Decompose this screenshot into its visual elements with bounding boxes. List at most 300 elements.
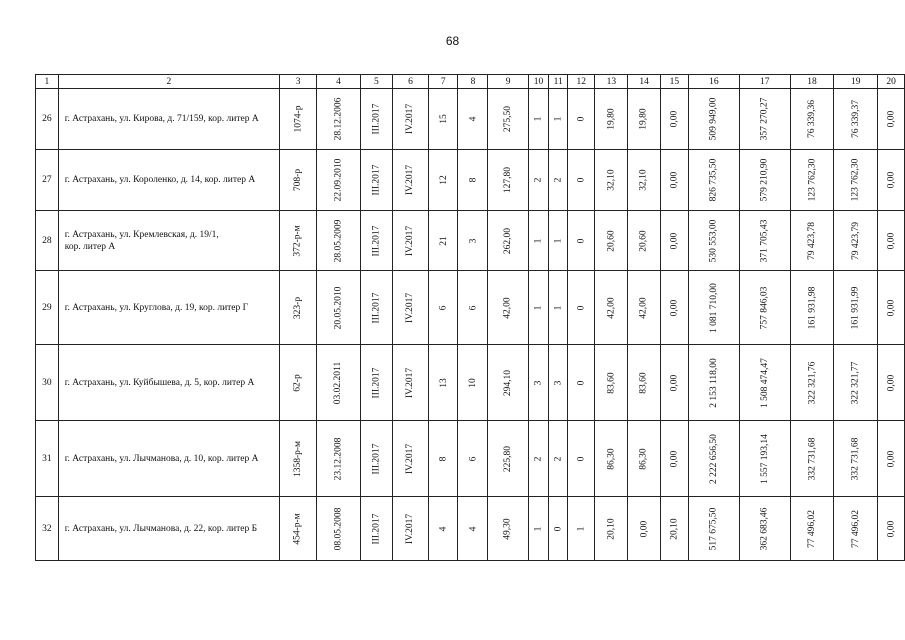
- header-cell: 20: [878, 75, 905, 89]
- rotated-value: 20,60: [639, 229, 650, 252]
- rotated-value: 8: [438, 456, 449, 461]
- rotated-value: 0,00: [886, 171, 897, 189]
- cell-col-19: [834, 150, 878, 211]
- rotated-value: 161 931,99: [850, 286, 861, 329]
- cell-col-5: [360, 421, 392, 497]
- rotated-value: 20,60: [606, 229, 617, 252]
- cell-col-17: [739, 271, 790, 345]
- header-cell: 17: [739, 75, 790, 89]
- cell-col-6: [392, 211, 428, 271]
- rotated-value: 0,00: [886, 110, 897, 128]
- rotated-value: 323-р: [293, 296, 304, 319]
- cell-col-20: [878, 497, 905, 561]
- cell-col-16: [688, 150, 739, 211]
- cell-col-16: [688, 497, 739, 561]
- cell-col-3: [280, 89, 317, 150]
- cell-col-3: [280, 421, 317, 497]
- cell-col-3: [280, 211, 317, 271]
- cell-col-10: [528, 271, 548, 345]
- header-cell: 19: [834, 75, 878, 89]
- cell-col-7: [429, 497, 458, 561]
- rotated-value: 42,00: [606, 296, 617, 319]
- cell-col-18: [790, 345, 834, 421]
- header-cell: 3: [280, 75, 317, 89]
- cell-col-7: [429, 271, 458, 345]
- cell-col-9: [488, 345, 528, 421]
- rotated-value: 2 153 118,00: [708, 357, 719, 408]
- rotated-value: 0: [576, 456, 587, 461]
- rotated-value: III.2017: [371, 103, 382, 135]
- cell-col-9: [488, 211, 528, 271]
- cell-col-4: [317, 211, 361, 271]
- cell-col-19: [834, 271, 878, 345]
- cell-col-8: [458, 345, 488, 421]
- row-number-cell: 27: [36, 150, 59, 211]
- cell-col-11: [549, 211, 568, 271]
- rotated-value: 0,00: [886, 299, 897, 316]
- cell-col-6: [392, 89, 428, 150]
- cell-col-14: [628, 271, 660, 345]
- table-row: [36, 497, 905, 561]
- rotated-value: 0,00: [886, 374, 897, 391]
- cell-col-11: [549, 421, 568, 497]
- cell-col-17: [739, 497, 790, 561]
- header-cell: 10: [528, 75, 548, 89]
- address-line: г. Астрахань, ул. Кирова, д. 71/159, кор. литер А: [64, 114, 259, 124]
- table-row: [36, 345, 905, 421]
- rotated-value: III.2017: [371, 292, 382, 323]
- cell-col-16: [688, 89, 739, 150]
- cell-col-20: [878, 271, 905, 345]
- cell-col-17: [739, 421, 790, 497]
- rotated-value: 12: [438, 175, 449, 185]
- rotated-value: III.2017: [371, 225, 382, 256]
- cell-col-10: [528, 150, 548, 211]
- cell-col-16: [688, 421, 739, 497]
- rotated-value: 86,30: [639, 447, 650, 470]
- cell-col-4: [317, 345, 361, 421]
- cell-col-13: [595, 345, 628, 421]
- cell-col-9: [488, 421, 528, 497]
- rotated-value: 32,10: [639, 169, 650, 191]
- rotated-value: 0,00: [669, 299, 680, 316]
- rotated-value: 6: [438, 305, 449, 310]
- cell-col-14: [628, 497, 660, 561]
- cell-col-12: [568, 497, 595, 561]
- rotated-value: III.2017: [371, 164, 382, 196]
- cell-col-8: [458, 271, 488, 345]
- cell-col-15: [660, 211, 688, 271]
- rotated-value: 19,80: [606, 108, 617, 130]
- table-row: [36, 271, 905, 345]
- address-line: г. Астрахань, ул. Лычманова, д. 22, кор. литер Б: [64, 523, 258, 534]
- address-cell: [58, 89, 279, 150]
- header-cell: 15: [660, 75, 688, 89]
- rotated-value: 4: [467, 116, 478, 122]
- cell-col-10: [528, 345, 548, 421]
- cell-col-18: [790, 271, 834, 345]
- cell-col-14: [628, 89, 660, 150]
- rotated-value: 1: [553, 238, 564, 243]
- cell-col-13: [595, 211, 628, 271]
- page-number: 68: [445, 34, 460, 48]
- rotated-value: 8: [467, 177, 478, 183]
- rotated-value: IV.2017: [405, 292, 416, 323]
- rotated-value: IV.2017: [405, 513, 416, 544]
- cell-col-20: [878, 211, 905, 271]
- cell-col-13: [595, 150, 628, 211]
- cell-col-20: [878, 89, 905, 150]
- address-cell: [58, 271, 279, 345]
- cell-col-6: [392, 271, 428, 345]
- rotated-value: 20,10: [669, 517, 680, 540]
- cell-col-8: [458, 497, 488, 561]
- rotated-value: 2: [533, 177, 544, 183]
- rotated-value: 76 339,36: [807, 100, 818, 138]
- rotated-value: 0,00: [669, 374, 680, 391]
- cell-col-15: [660, 271, 688, 345]
- rotated-value: 1: [533, 116, 544, 122]
- cell-col-11: [549, 150, 568, 211]
- cell-col-8: [458, 150, 488, 211]
- cell-col-5: [360, 89, 392, 150]
- rotated-value: 2: [533, 456, 544, 461]
- housing-table: [35, 74, 905, 561]
- rotated-value: 0: [576, 116, 587, 122]
- rotated-value: 1: [533, 305, 544, 310]
- row-number-cell: 29: [36, 271, 59, 345]
- cell-col-14: [628, 211, 660, 271]
- rotated-value: 4: [467, 526, 478, 531]
- rotated-value: 28.12.2006: [333, 97, 344, 141]
- cell-col-9: [488, 497, 528, 561]
- cell-col-20: [878, 345, 905, 421]
- rotated-value: IV.2017: [405, 164, 416, 196]
- address-cell: [58, 497, 279, 561]
- cell-col-9: [488, 271, 528, 345]
- header-cell: 11: [549, 75, 568, 89]
- rotated-value: 0: [576, 305, 587, 310]
- rotated-value: 123 762,30: [850, 158, 861, 202]
- rotated-value: 20.05.2010: [333, 286, 344, 329]
- rotated-value: 262,00: [503, 227, 514, 254]
- rotated-value: 0,00: [669, 450, 680, 467]
- cell-col-3: [280, 345, 317, 421]
- address-line: г. Астрахань, ул. Кремлевская, д. 19/1,: [64, 229, 219, 240]
- rotated-value: 123 762,30: [807, 158, 818, 202]
- rotated-value: 79 423,78: [807, 221, 818, 260]
- cell-col-18: [790, 497, 834, 561]
- cell-col-4: [317, 271, 361, 345]
- cell-col-14: [628, 345, 660, 421]
- rotated-value: 0,00: [669, 232, 680, 249]
- cell-col-17: [739, 211, 790, 271]
- address-cell: [58, 421, 279, 497]
- rotated-value: 79 423,79: [850, 221, 861, 260]
- cell-col-5: [360, 345, 392, 421]
- cell-col-18: [790, 89, 834, 150]
- cell-col-12: [568, 211, 595, 271]
- header-cell: 4: [317, 75, 361, 89]
- rotated-value: 77 496,02: [850, 509, 861, 548]
- rotated-value: 757 846,03: [759, 286, 770, 329]
- cell-col-15: [660, 150, 688, 211]
- rotated-value: III.2017: [371, 367, 382, 398]
- rotated-value: 3: [533, 380, 544, 385]
- rotated-value: 0: [576, 238, 587, 243]
- rotated-value: 127,80: [503, 166, 514, 194]
- cell-col-5: [360, 150, 392, 211]
- cell-col-6: [392, 421, 428, 497]
- cell-col-5: [360, 211, 392, 271]
- rotated-value: 517 675,50: [708, 507, 719, 550]
- rotated-value: 15: [438, 114, 449, 124]
- cell-col-15: [660, 89, 688, 150]
- cell-col-20: [878, 421, 905, 497]
- cell-col-19: [834, 211, 878, 271]
- rotated-value: 0,00: [886, 520, 897, 537]
- header-cell: 18: [790, 75, 834, 89]
- cell-col-17: [739, 150, 790, 211]
- rotated-value: IV.2017: [405, 103, 416, 135]
- cell-col-17: [739, 89, 790, 150]
- header-row: [36, 75, 905, 89]
- cell-col-10: [528, 211, 548, 271]
- rotated-value: 28.05.2009: [333, 219, 344, 262]
- header-cell: 16: [688, 75, 739, 89]
- cell-col-3: [280, 497, 317, 561]
- rotated-value: 0,00: [669, 171, 680, 189]
- rotated-value: IV.2017: [405, 443, 416, 474]
- cell-col-18: [790, 150, 834, 211]
- rotated-value: 0: [576, 380, 587, 385]
- rotated-value: 42,00: [503, 296, 514, 319]
- header-cell: 5: [360, 75, 392, 89]
- cell-col-15: [660, 421, 688, 497]
- cell-col-19: [834, 421, 878, 497]
- rotated-value: 1: [576, 526, 587, 531]
- cell-col-12: [568, 421, 595, 497]
- address-line: г. Астрахань, ул. Круглова, д. 19, кор. литер Г: [64, 302, 249, 313]
- rotated-value: 0,00: [886, 232, 897, 249]
- cell-col-4: [317, 421, 361, 497]
- header-cell: 13: [595, 75, 628, 89]
- header-cell: 12: [568, 75, 595, 89]
- rotated-value: 76 339,37: [850, 100, 861, 138]
- address-cell: [58, 150, 279, 211]
- cell-col-4: [317, 89, 361, 150]
- address-line: г. Астрахань, ул. Короленко, д. 14, кор. литер А: [64, 175, 256, 185]
- header-cell: 6: [392, 75, 428, 89]
- address-line: г. Астрахань, ул. Куйбышева, д. 5, кор. литер А: [64, 377, 255, 388]
- header-cell: 7: [429, 75, 458, 89]
- cell-col-13: [595, 271, 628, 345]
- rotated-value: 322 321,77: [850, 361, 861, 404]
- rotated-value: 332 731,68: [807, 437, 818, 480]
- rotated-value: 4: [438, 526, 449, 531]
- rotated-value: 1: [533, 526, 544, 531]
- cell-col-19: [834, 345, 878, 421]
- cell-col-15: [660, 345, 688, 421]
- cell-col-5: [360, 497, 392, 561]
- rotated-value: 708-р: [293, 168, 304, 192]
- rotated-value: 2: [553, 456, 564, 461]
- rotated-value: 332 731,68: [850, 437, 861, 480]
- rotated-value: 530 553,00: [708, 219, 719, 262]
- row-number-cell: 31: [36, 421, 59, 497]
- cell-col-17: [739, 345, 790, 421]
- row-number-cell: 28: [36, 211, 59, 271]
- cell-col-12: [568, 150, 595, 211]
- rotated-value: 21: [438, 235, 449, 246]
- row-number-cell: 26: [36, 89, 59, 150]
- rotated-value: 49,30: [503, 517, 514, 540]
- cell-col-13: [595, 89, 628, 150]
- table-row: [36, 150, 905, 211]
- cell-col-3: [280, 150, 317, 211]
- rotated-value: 1: [533, 238, 544, 243]
- table-row: [36, 89, 905, 150]
- rotated-value: IV.2017: [405, 225, 416, 256]
- address-cell: [58, 345, 279, 421]
- rotated-value: 77 496,02: [807, 509, 818, 548]
- row-number-cell: 30: [36, 345, 59, 421]
- rotated-value: 42,00: [639, 296, 650, 319]
- cell-col-20: [878, 150, 905, 211]
- rotated-value: 225,80: [503, 445, 514, 472]
- header-cell: 1: [36, 75, 59, 89]
- header-cell: 14: [628, 75, 660, 89]
- cell-col-4: [317, 497, 361, 561]
- cell-col-11: [549, 497, 568, 561]
- rotated-value: 294,10: [503, 369, 514, 396]
- rotated-value: 454-р-м: [293, 512, 304, 545]
- cell-col-12: [568, 89, 595, 150]
- cell-col-15: [660, 497, 688, 561]
- table-row: [36, 421, 905, 497]
- cell-col-6: [392, 497, 428, 561]
- rotated-value: 362 683,46: [759, 507, 770, 550]
- table-row: [36, 211, 905, 271]
- cell-col-7: [429, 211, 458, 271]
- rotated-value: 3: [467, 238, 478, 243]
- rotated-value: 1074-р: [293, 105, 304, 133]
- rotated-value: 1: [553, 116, 564, 122]
- cell-col-6: [392, 150, 428, 211]
- rotated-value: 1 081 710,00: [708, 282, 719, 333]
- rotated-value: 23.12.2008: [333, 437, 344, 480]
- rotated-value: 22.09.2010: [333, 158, 344, 202]
- rotated-value: 1358-р-м: [293, 440, 304, 477]
- rotated-value: 6: [467, 456, 478, 461]
- cell-col-11: [549, 271, 568, 345]
- rotated-value: 1 508 474,47: [759, 357, 770, 408]
- header-cell: 9: [488, 75, 528, 89]
- rotated-value: 0: [553, 526, 564, 531]
- rotated-value: 0: [576, 177, 587, 183]
- rotated-value: 83,60: [606, 371, 617, 394]
- cell-col-16: [688, 211, 739, 271]
- rotated-value: 19,80: [639, 108, 650, 130]
- rotated-value: 08.05.2008: [333, 507, 344, 550]
- table-body: [36, 75, 905, 561]
- rotated-value: 371 705,43: [759, 219, 770, 262]
- cell-col-7: [429, 421, 458, 497]
- rotated-value: 20,10: [606, 517, 617, 540]
- rotated-value: 10: [467, 377, 478, 388]
- cell-col-7: [429, 345, 458, 421]
- cell-col-16: [688, 271, 739, 345]
- cell-col-3: [280, 271, 317, 345]
- rotated-value: 2: [553, 177, 564, 183]
- rotated-value: 2 222 656,50: [708, 433, 719, 484]
- rotated-value: 83,60: [639, 371, 650, 394]
- rotated-value: 6: [467, 305, 478, 310]
- cell-col-6: [392, 345, 428, 421]
- cell-col-9: [488, 89, 528, 150]
- rotated-value: 0,00: [669, 110, 680, 128]
- rotated-value: 357 270,27: [759, 97, 770, 141]
- cell-col-13: [595, 421, 628, 497]
- cell-col-12: [568, 345, 595, 421]
- rotated-value: 579 210,90: [759, 158, 770, 202]
- cell-col-14: [628, 421, 660, 497]
- cell-col-8: [458, 89, 488, 150]
- cell-col-11: [549, 345, 568, 421]
- address-line: г. Астрахань, ул. Лычманова, д. 10, кор. литер А: [64, 453, 259, 464]
- rotated-value: 86,30: [606, 447, 617, 470]
- cell-col-10: [528, 497, 548, 561]
- rotated-value: 509 949,00: [708, 97, 719, 141]
- rotated-value: 3: [553, 380, 564, 385]
- rotated-value: 826 735,50: [708, 158, 719, 202]
- rotated-value: IV.2017: [405, 367, 416, 398]
- rotated-value: 372-р-м: [293, 224, 304, 257]
- address-line: кор. литер А: [64, 241, 116, 252]
- cell-col-14: [628, 150, 660, 211]
- header-cell: 8: [458, 75, 488, 89]
- cell-col-7: [429, 150, 458, 211]
- cell-col-5: [360, 271, 392, 345]
- cell-col-12: [568, 271, 595, 345]
- cell-col-13: [595, 497, 628, 561]
- cell-col-4: [317, 150, 361, 211]
- row-number-cell: 32: [36, 497, 59, 561]
- rotated-value: 62-р: [293, 373, 304, 392]
- header-cell: 2: [58, 75, 279, 89]
- cell-col-11: [549, 89, 568, 150]
- cell-col-10: [528, 421, 548, 497]
- rotated-value: 13: [438, 377, 449, 388]
- rotated-value: 03.02.2011: [333, 361, 344, 404]
- cell-col-19: [834, 497, 878, 561]
- cell-col-18: [790, 211, 834, 271]
- rotated-value: III.2017: [371, 513, 382, 544]
- address-cell: [58, 211, 279, 271]
- rotated-value: 322 321,76: [807, 361, 818, 404]
- rotated-value: 32,10: [606, 169, 617, 191]
- rotated-value: III.2017: [371, 443, 382, 474]
- rotated-value: 161 931,98: [807, 286, 818, 329]
- cell-col-16: [688, 345, 739, 421]
- rotated-value: 0,00: [886, 450, 897, 467]
- rotated-value: 1: [553, 305, 564, 310]
- cell-col-19: [834, 89, 878, 150]
- cell-col-18: [790, 421, 834, 497]
- cell-col-9: [488, 150, 528, 211]
- cell-col-7: [429, 89, 458, 150]
- rotated-value: 1 557 193,14: [759, 433, 770, 484]
